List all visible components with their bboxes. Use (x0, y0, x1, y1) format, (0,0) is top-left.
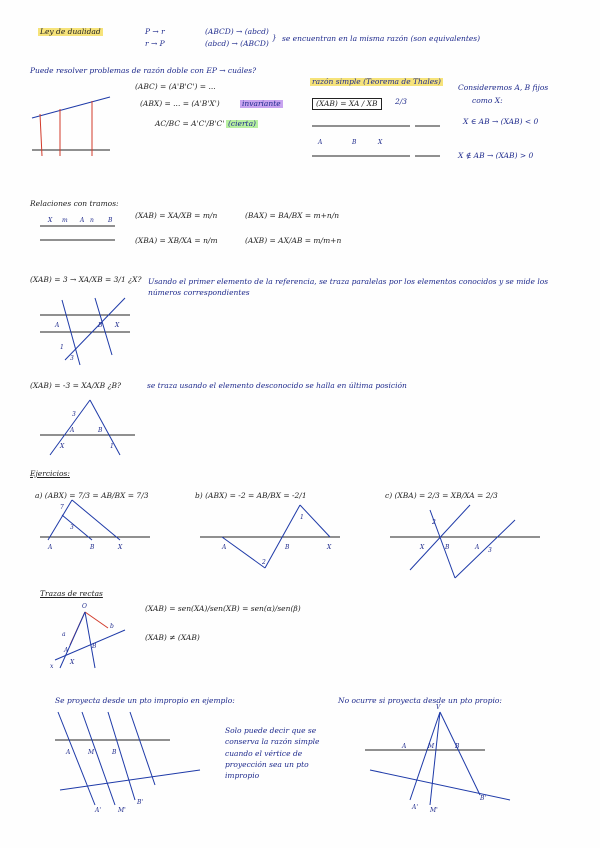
ex-c-label: B (445, 544, 450, 551)
ex-a-label: X (118, 544, 123, 551)
section2-title: Relaciones con tramos: (30, 199, 119, 208)
rule-2: r → P (145, 39, 165, 48)
intro-question: Puede resolver problemas de razón doble con EP → cuáles? (30, 66, 257, 75)
section4-diagram (40, 400, 135, 455)
note-a: Consideremos A, B fijos (458, 83, 549, 92)
simple-values: 2/3 (395, 97, 408, 106)
bl-p4 (130, 712, 155, 785)
intro-eq2-note: invariante (242, 99, 281, 108)
br-label: A' (412, 804, 418, 811)
bl-label: B' (137, 799, 144, 806)
bl-p2 (82, 712, 115, 805)
s4-b (90, 400, 120, 455)
segment-label: X (48, 217, 53, 224)
exercise-c-diagram (390, 505, 540, 578)
bl-label: A (66, 749, 71, 756)
intro-eq3: AC/BC = A'C'/B'C' (155, 119, 225, 128)
s4-label: 1 (110, 443, 114, 450)
exercise-b: b) (ABX) = -2 = AB/BX = -2/1 (195, 491, 307, 500)
ex-b-l3 (300, 505, 330, 537)
rays-label: x (50, 663, 54, 670)
section2-diagram (40, 226, 115, 240)
rays-label: a (62, 631, 66, 638)
bl-label: M' (118, 807, 126, 814)
ex-c-label: 3 (488, 547, 492, 554)
s3-label: X (115, 322, 120, 329)
intro-pt-label: A (318, 139, 323, 146)
ex-a-par1 (72, 500, 120, 540)
bottom-middle-note: Solo puede decir que se conserva la razón simple cuando el vértice de proyección sea un pto impropio (225, 726, 320, 780)
s3-label: A (55, 322, 60, 329)
rule-1: P → r (145, 27, 165, 36)
rule-4: (abcd) → (ABCD) (205, 39, 269, 48)
segment-label: m (62, 217, 68, 224)
ex-b-label: X (327, 544, 332, 551)
ex-a-label: 7 (60, 504, 64, 511)
rays-f2: (XAB) ≠ (XAB) (145, 633, 200, 642)
rays-label: X (70, 659, 75, 666)
s3-label: 3 (70, 355, 74, 362)
rays-label: A (64, 647, 69, 654)
rays-diagram (55, 612, 125, 668)
section4-eq: (XAB) = -3 = XA/XB ¿B? (30, 381, 122, 390)
bl-p3 (108, 712, 135, 800)
ex-b-label: 2 (262, 559, 266, 566)
ex-a-label: A (48, 544, 53, 551)
bl-p1 (58, 712, 95, 805)
ex-b-label: 1 (300, 514, 304, 521)
ray-red-1 (85, 612, 108, 628)
section4-note: se traza usando el elemento desconocido se halla en última posición (147, 381, 407, 390)
bottom-left-title: Se proyecta desde un pto impropio en ejemplo: (55, 696, 235, 705)
intro-diagram (32, 97, 440, 156)
bl-label: B (112, 749, 117, 756)
section3-eq: (XAB) = 3 → XA/XB = 3/1 ¿X? (30, 275, 142, 284)
ex-b-label: B (285, 544, 290, 551)
br-oblique (370, 770, 510, 800)
segment-label: n (90, 217, 94, 224)
intro-upper-line (32, 97, 110, 118)
exercise-a-diagram (40, 500, 150, 540)
simple-formula: (XAB) = XA / XB (312, 98, 382, 110)
exercises-title: Ejercicios: (30, 469, 70, 478)
rays-label: B (92, 643, 97, 650)
ex-c-label: A (475, 544, 480, 551)
bl-label: A' (95, 807, 101, 814)
ray-b (85, 612, 95, 668)
exercise-c: c) (XBA) = 2/3 = XB/XA = 2/3 (385, 491, 498, 500)
note-b: como X: (472, 96, 503, 105)
rule-brace: } (272, 33, 277, 42)
intro-pt-label: B (352, 139, 357, 146)
bottom-right-title: No ocurre si proyecta desde un pto propio: (338, 696, 502, 705)
rule-3: (ABCD) → (abcd) (205, 27, 269, 36)
section2-f3: (XBA) = XB/XA = n/m (135, 236, 218, 245)
br-label: B' (480, 795, 487, 802)
ex-a-label: 3 (70, 524, 74, 531)
bl-label: M (88, 749, 95, 756)
bottom-left-diagram (55, 712, 200, 805)
br-label: V (436, 704, 441, 711)
ex-c-l3 (455, 520, 515, 578)
intro-eq3-note: (cierta) (228, 119, 256, 128)
s4-label: B (98, 427, 103, 434)
s4-label: A (70, 427, 75, 434)
segment-label: A (80, 217, 85, 224)
rays-f1: (XAB) = sen(XA)/sen(XB) = sen(α)/sen(β) (145, 604, 301, 613)
br-label: M (428, 743, 435, 750)
segment-label: B (108, 217, 113, 224)
ex-c-label: 2 (432, 519, 436, 526)
rays-label: b (110, 623, 114, 630)
intro-eq2: (ABX) = ... = (A'B'X') (140, 99, 220, 108)
br-label: B (455, 743, 460, 750)
br-label: M' (430, 807, 438, 814)
section2-f1: (XAB) = XA/XB = m/n (135, 211, 218, 220)
section3-note: Usando el primer elemento de la referencia, se traza paralelas por los elementos conocidos y se mide los números correspondientes (148, 277, 549, 298)
bottom-right-diagram (365, 712, 510, 805)
section2-f2: (BAX) = BA/BX = m+n/n (245, 211, 340, 220)
note-c: X ∈ AB → (XAB) < 0 (463, 117, 539, 126)
ex-a-par2 (62, 515, 92, 540)
s4-label: X (60, 443, 65, 450)
s3-label: 1 (60, 344, 64, 351)
s3-label: B (98, 322, 103, 329)
rule-note: se encuentran en la misma razón (son equivalentes) (282, 34, 481, 43)
section3-diagram (40, 298, 130, 365)
ex-b-l2 (265, 505, 300, 568)
s4-label: 3 (72, 411, 76, 418)
intro-eq1: (ABC) = (A'B'C') = ... (135, 82, 216, 91)
note-d: X ∉ AB → (XAB) > 0 (458, 151, 534, 160)
header-title: Ley de dualidad (40, 27, 101, 36)
rays-title: Trazas de rectas (40, 589, 103, 598)
s3-par1 (65, 298, 125, 360)
simple-label: razón simple (Teorema de Thales) (312, 77, 441, 86)
ex-c-label: X (420, 544, 425, 551)
intro-pt-label: X (378, 139, 383, 146)
ex-b-label: A (222, 544, 227, 551)
rays-label: O (82, 603, 87, 610)
exercise-b-diagram (200, 505, 340, 568)
bl-oblique (60, 770, 200, 790)
exercise-a: a) (ABX) = 7/3 = AB/BX = 7/3 (35, 491, 149, 500)
br-r2 (440, 712, 480, 795)
br-label: A (402, 743, 407, 750)
ex-b-l1 (222, 537, 265, 568)
ex-a-label: B (90, 544, 95, 551)
section2-f4: (AXB) = AX/AB = m/m+n (245, 236, 342, 245)
